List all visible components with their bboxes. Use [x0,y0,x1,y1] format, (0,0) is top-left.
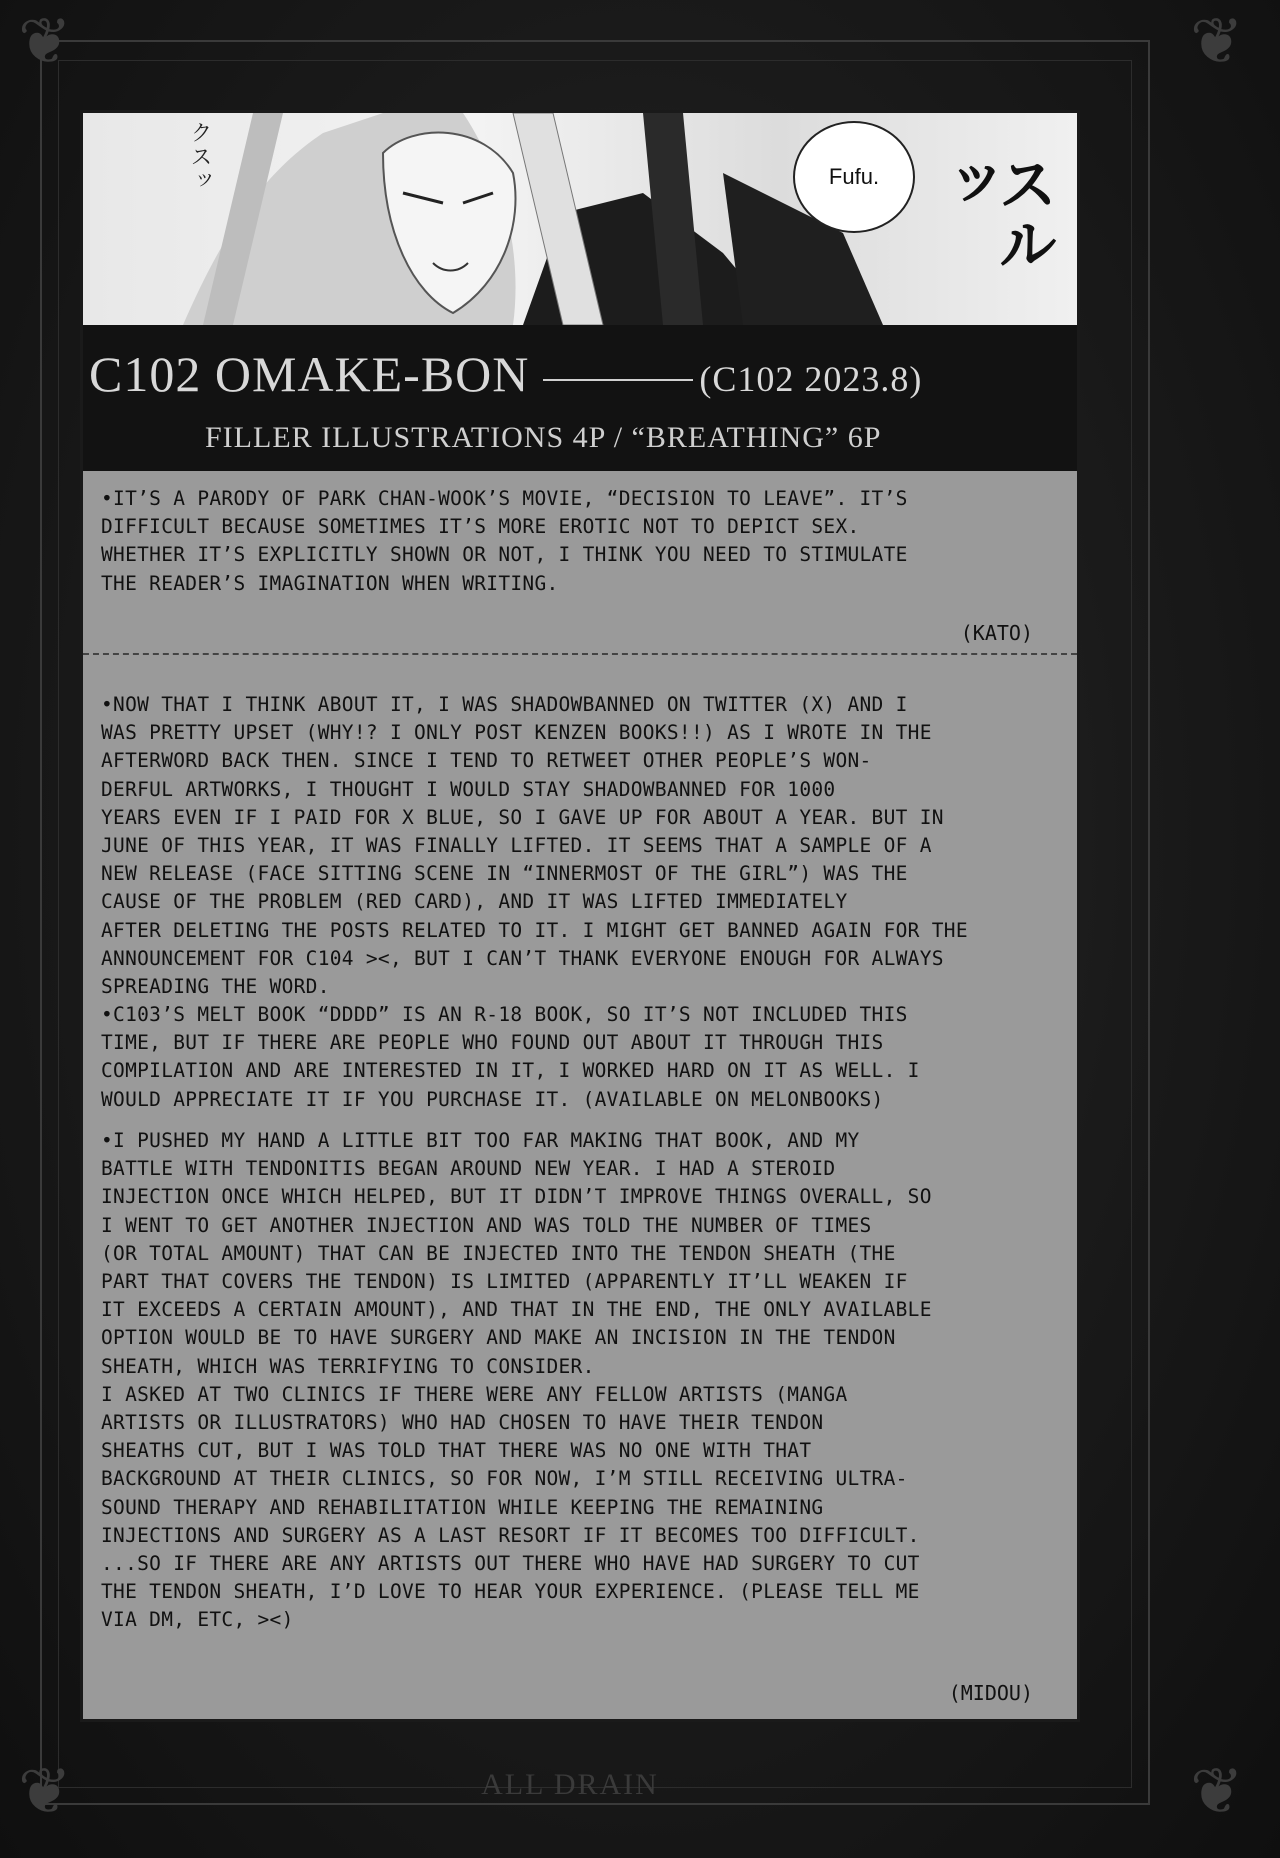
illustration-drawing [83,113,1077,325]
note-midou-shadowban: •NOW THAT I THINK ABOUT IT, I WAS SHADOWBANNED ON TWITTER (X) AND I WAS PRETTY UPSET (WHY!? I ONLY POST KENZEN BOOKS!!) AS I WROTE IN THE AFTERWORD BACK THEN. SINCE I TEND TO RETWEET OTHER PEOPLE’S WON- DERFUL ARTWORKS, I THOUGHT I WOULD STAY SHADOWBANNED FOR 1000 YEARS EVEN IF I PAID FOR X BLUE, SO I GAVE UP FOR ABOUT A YEAR. BUT IN JUNE OF THIS YEAR, IT WAS FINALLY LIFTED. IT SEEMS THAT A SAMPLE OF A NEW RELEASE (FACE SITTING SCENE IN “INNERMOST OF THE GIRL”) WAS THE CAUSE OF THE PROBLEM (RED CARD), AND IT WAS LIFTED IMMEDIATELY AFTER DELETING THE POSTS RELATED TO IT. I MIGHT GET BANNED AGAIN FOR THE ANNOUNCEMENT FOR C104 ><, BUT I CAN’T THANK EVERYONE ENOUGH FOR ALWAYS SPREADING THE WORD. [101,693,968,999]
corner-ornament-icon: ❦ [1190,5,1244,79]
corner-ornament-icon: ❦ [1190,1755,1244,1829]
content-panel [80,110,1080,1722]
title-dash [543,379,693,381]
sound-effect-left: クスッ [187,121,212,193]
page-title [89,345,1069,403]
sound-effect-right: スルッ [928,153,1058,273]
title-band [83,325,1077,471]
signature-midou: (MIDOU) [948,1681,1033,1705]
speech-bubble-text: Fufu. [828,164,880,189]
speech-bubble [793,121,915,233]
title-text: C102 OMAKE-BON [89,346,530,402]
manga-illustration [83,113,1077,325]
dashed-divider [83,653,1077,655]
corner-ornament-icon: ❦ [18,5,72,79]
corner-ornament-icon: ❦ [18,1755,72,1829]
note-kato: •IT’S A PARODY OF PARK CHAN-WOOK’S MOVIE, “DECISION TO LEAVE”. IT’S DIFFICULT BECAUSE SOMETIMES IT’S MORE EROTIC NOT TO DEPICT SEX. WHETHER IT’S EXPLICITLY SHOWN OR NOT, I THINK YOU NEED TO STIMULATE THE READER’S IMAGINATION WHEN WRITING. [101,487,908,595]
note-midou-tendonitis: •I PUSHED MY HAND A LITTLE BIT TOO FAR MAKING THAT BOOK, AND MY BATTLE WITH TENDONITIS BEGAN AROUND NEW YEAR. I HAD A STEROID INJECTION ONCE WHICH HELPED, BUT IT DIDN’T IMPROVE THINGS OVERALL, SO I WENT TO GET ANOTHER INJECTION AND WAS TOLD THE NUMBER OF TIMES (OR TOTAL AMOUNT) THAT CAN BE INJECTED INTO THE TENDON SHEATH (THE PART THAT COVERS THE TENDON) IS LIMITED (APPARENTLY IT’LL WEAKEN IF IT EXCEEDS A CERTAIN AMOUNT), AND THAT IN THE END, THE ONLY AVAILABLE OPTION WOULD BE TO HAVE SURGERY AND MAKE AN INCISION IN THE TENDON SHEATH, WHICH WAS TERRIFYING TO CONSIDER. I ASKED AT TWO CLINICS IF THERE WERE ANY FELLOW ARTISTS (MANGA ARTISTS OR ILLUSTRATORS) WHO HAD CHOSEN TO HAVE THEIR TENDON SHEATHS CUT, BUT I WAS TOLD THAT THERE WAS NO ONE WITH THAT BACKGROUND AT THEIR CLINICS, SO FOR NOW, I’M STILL RECEIVING ULTRA- SOUND THERAPY AND REHABILITATION WHILE KEEPING THE REMAINING INJECTIONS AND SURGERY AS A LAST RESORT IF IT BECOMES TOO DIFFICULT. ...SO IF THERE ARE ANY ARTISTS OUT THERE WHO HAVE HAD SURGERY TO CUT THE TENDON SHEATH, I’D LOVE TO HEAR YOUR EXPERIENCE. (PLEASE TELL ME VIA DM, ETC, ><) [101,1129,932,1632]
note-midou-melt-book: •C103’S MELT BOOK “DDDD” IS AN R-18 BOOK, SO IT’S NOT INCLUDED THIS TIME, BUT IF THERE ARE PEOPLE WHO FOUND OUT ABOUT IT THROUGH THIS COMPILATION AND ARE INTERESTED IN IT, I WORKED HARD ON IT AS WELL. I WOULD APPRECIATE IT IF YOU PURCHASE IT. (AVAILABLE ON MELONBOOKS) [101,1003,920,1111]
page-subtitle: FILLER ILLUSTRATIONS 4P / “BREATHING” 6P [205,421,882,454]
title-date: (C102 2023.8) [699,359,923,399]
signature-kato: (KATO) [960,621,1033,645]
footer-circle-name: ALL DRAIN [481,1768,659,1801]
